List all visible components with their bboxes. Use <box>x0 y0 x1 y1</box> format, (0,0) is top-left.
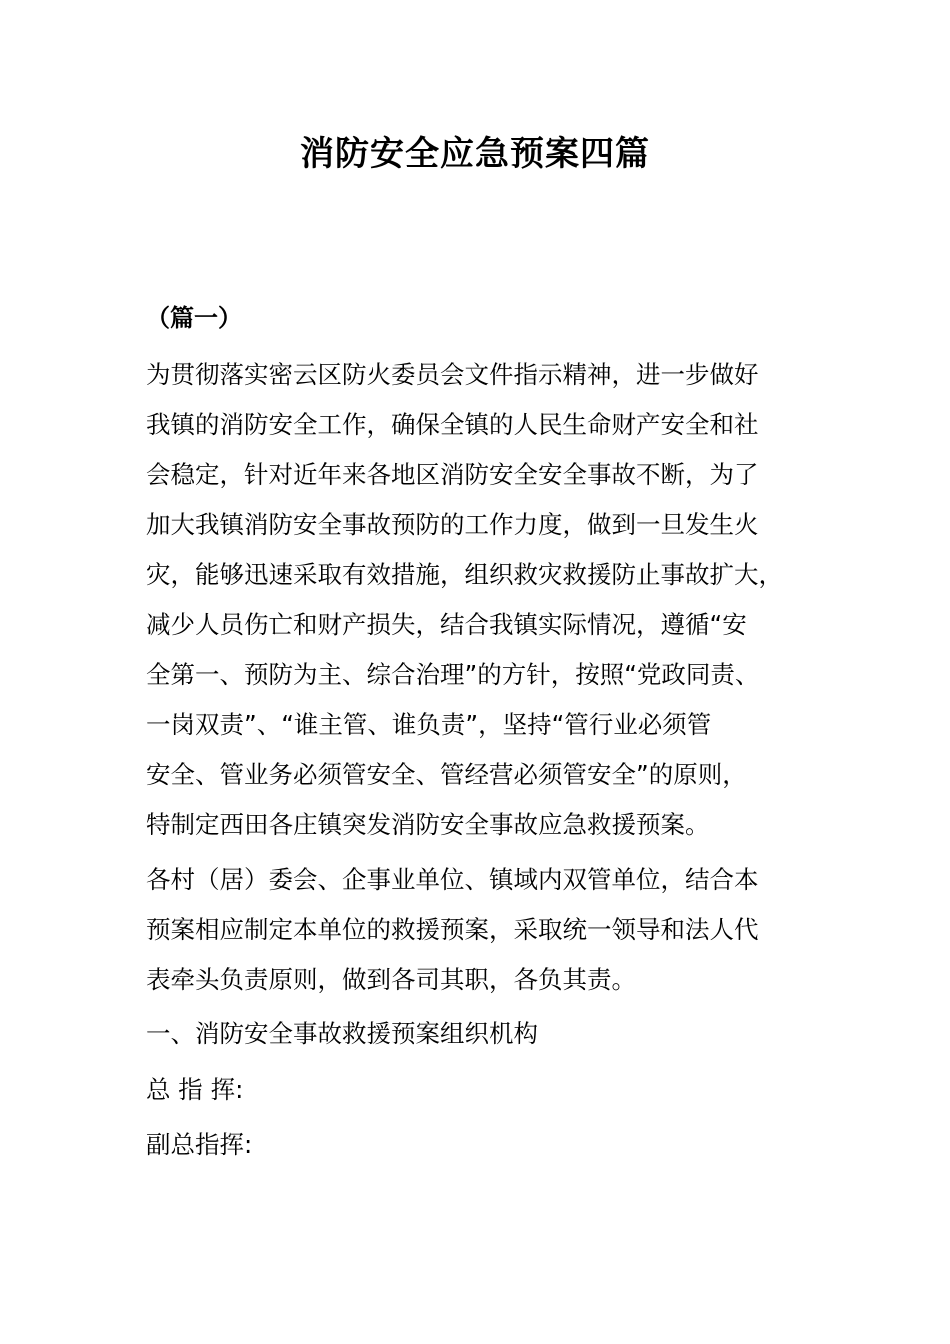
paragraph-intro <box>146 350 806 850</box>
paragraph-line: 我镇的消防安全工作，确保全镇的人民生命财产安全和社 <box>146 410 759 439</box>
deputy-commander-label: 副总指挥: <box>146 1130 253 1159</box>
paragraph-line: 特制定西田各庄镇突发消防安全事故应急救援预案。 <box>146 810 710 839</box>
paragraph-line: 全第一、预防为主、综合治理”的方针，按照“党政同责、 <box>146 660 760 689</box>
paragraph-line: 各村（居）委会、企事业单位、镇域内双管单位，结合本 <box>146 865 759 894</box>
paragraph-line: 灾，能够迅速采取有效措施，组织救灾救援防止事故扩大， <box>146 560 783 589</box>
section-label: （篇一） <box>146 304 242 332</box>
document-title: 消防安全应急预案四篇 <box>300 134 650 174</box>
paragraph-line: 加大我镇消防安全事故预防的工作力度，做到一旦发生火 <box>146 510 759 539</box>
chief-commander-label: 总 指 挥: <box>146 1075 244 1104</box>
paragraph-line: 安全、管业务必须管安全、管经营必须管安全”的原则， <box>146 760 747 789</box>
paragraph-line: 为贯彻落实密云区防火委员会文件指示精神，进一步做好 <box>146 360 759 389</box>
paragraph-line: 会稳定，针对近年来各地区消防安全安全事故不断，为了 <box>146 460 759 489</box>
paragraph-line: 预案相应制定本单位的救援预案，采取统一领导和法人代 <box>146 915 759 944</box>
section-heading-organization: 一、消防安全事故救援预案组织机构 <box>146 1019 538 1048</box>
paragraph-units <box>146 855 806 1005</box>
paragraph-line: 一岗双责”、“谁主管、谁负责”，坚持“管行业必须管 <box>146 710 712 739</box>
paragraph-line: 表牵头负责原则，做到各司其职，各负其责。 <box>146 965 636 994</box>
paragraph-line: 减少人员伤亡和财产损失，结合我镇实际情况，遵循“安 <box>146 610 747 639</box>
